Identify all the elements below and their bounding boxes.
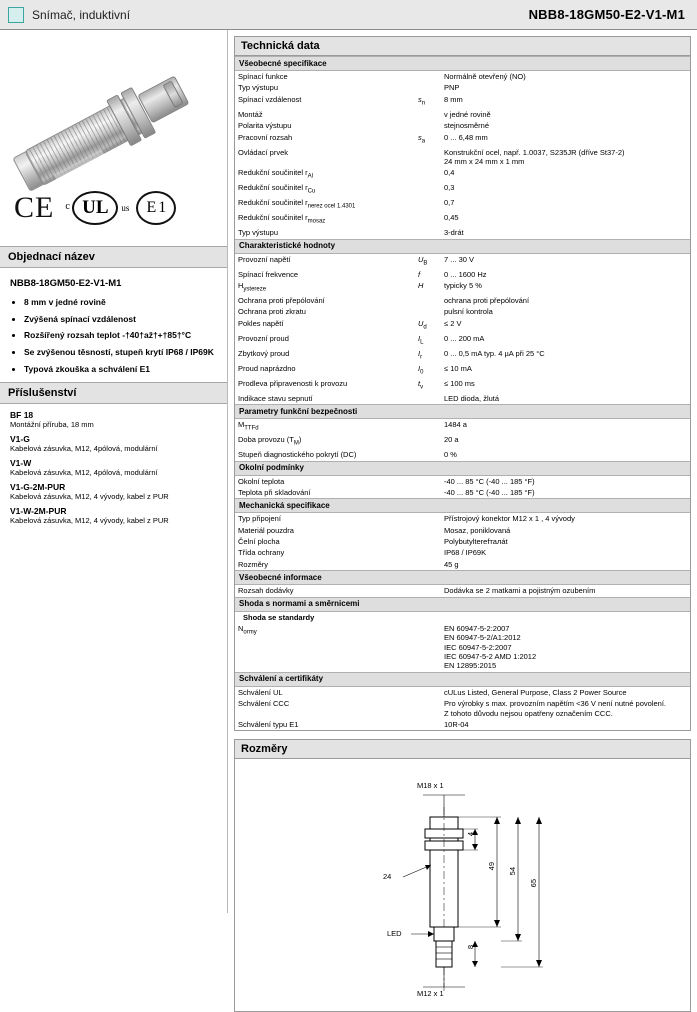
spec-group-header (235, 461, 690, 475)
spec-symbol (415, 623, 441, 672)
technical-data-title: Technická data (235, 37, 690, 56)
spec-value: 1484 a (444, 420, 467, 430)
spec-value: v jedné rovině (444, 109, 491, 119)
spec-symbol: $s_a$ (418, 132, 426, 144)
accessory-desc: Montážní příruba, 18 mm (10, 420, 94, 430)
ul-mark-icon (65, 191, 130, 225)
table-row (235, 132, 690, 147)
spec-label: Čelní plocha (238, 537, 280, 546)
spec-value: EN 60947-5-2:2007 EN 60947-5-2/A1:2012 IEC 60947-5-2:2007 IEC 60947-5-2 AMD 1:2012 EN 12895:2015 (444, 623, 537, 671)
ul-us-label: us (121, 203, 130, 213)
spec-value: Mosaz, poniklovaná (444, 525, 511, 535)
spec-label: Materiál pouzdra (238, 525, 294, 535)
spec-label: Redukční součinitel $r_{Cu}$ (238, 183, 316, 195)
technical-data-table (235, 56, 690, 730)
spec-label: $M_{TTFd}$ (238, 420, 259, 432)
list-item: • Zvýšená spínací vzdálenost (24, 314, 217, 325)
spec-symbol: $t_v$ (418, 378, 424, 391)
spec-symbol (415, 82, 441, 93)
spec-symbol (415, 212, 441, 227)
order-name: NBB8-18GM50-E2-V1-M1 (10, 278, 122, 289)
table-row (235, 513, 690, 525)
table-row (235, 147, 690, 168)
technical-data-panel (234, 36, 691, 731)
spec-group-label: Všeobecné informace (235, 571, 690, 585)
spec-value: ≤ 100 ms (444, 378, 475, 388)
spec-label: Schválení typu E1 (238, 719, 299, 729)
spec-label: Provozní napětí (238, 254, 291, 264)
spec-label: Zbytkový proud (238, 348, 290, 358)
dim-label-54: 54 (508, 867, 517, 876)
table-row (235, 269, 690, 280)
accessory-name: BF 18 (10, 410, 34, 421)
spec-symbol: H (418, 281, 424, 290)
spec-label: Prodleva připravenosti k provozu (238, 378, 348, 388)
list-item: • Se zvýšenou těsností, stupeň krytí IP68 / IP69K (24, 347, 217, 358)
left-column (0, 30, 228, 913)
ce-mark-icon: CE (14, 191, 55, 224)
table-row (235, 227, 690, 239)
page-title: Snímač, induktivní (32, 7, 131, 22)
spec-symbol (415, 585, 441, 597)
dim-label-49: 49 (487, 862, 496, 871)
spec-symbol (415, 120, 441, 131)
spec-value: 0,4 (444, 168, 455, 178)
spec-label: Pokles napětí (238, 318, 284, 328)
spec-symbol (415, 71, 441, 83)
list-item (10, 506, 217, 525)
table-row (235, 585, 690, 597)
spec-symbol (415, 419, 441, 435)
spec-group-label: Parametry funkční bezpečnosti (235, 405, 690, 419)
square-logo-icon (8, 7, 24, 23)
list-item (10, 434, 217, 453)
dimensions-panel (234, 739, 691, 1012)
accessory-desc: Kabelová zásuvka, M12, 4 vývody, kabel z PUR (10, 516, 169, 526)
table-row (235, 363, 690, 378)
spec-value: 8 mm (444, 94, 463, 104)
spec-label: Spínací funkce (238, 72, 288, 81)
spec-symbol (415, 525, 441, 536)
table-row (235, 295, 690, 306)
spec-label: Stupeň diagnostického pokrytí (DC) (238, 450, 357, 460)
accessory-name: V1-G-2M-PUR (10, 482, 66, 493)
document-body (0, 30, 697, 999)
spec-symbol (415, 295, 441, 306)
list-item: • Typová zkouška a schválení E1 (24, 364, 217, 375)
accessory-name: V1-W (10, 458, 32, 469)
spec-value: 0 ... 0,5 mA typ. 4 µA při 25 °C (444, 348, 545, 358)
spec-label: $H_{ystereze}$ (238, 281, 267, 293)
spec-symbol (415, 487, 441, 499)
dim-label-led: LED (387, 929, 402, 939)
spec-symbol: f (418, 269, 421, 279)
spec-label: Doba provozu $(T_M)$ (238, 435, 302, 447)
dimension-svg (235, 759, 697, 1011)
order-section-body (0, 268, 227, 374)
spec-group-label: Okolní podmínky (235, 461, 690, 475)
spec-value: IP68 / IP69K (444, 548, 487, 558)
spec-group-header (235, 57, 690, 71)
spec-label: Typ výstupu (238, 228, 279, 238)
table-row (235, 419, 690, 435)
table-row (235, 109, 690, 120)
spec-symbol (415, 559, 441, 571)
spec-value: 7 ... 30 V (444, 254, 475, 264)
spec-symbol (415, 536, 441, 547)
table-row (235, 378, 690, 393)
table-row (235, 120, 690, 131)
spec-value: 10R-04 (444, 719, 469, 729)
spec-symbol (415, 147, 441, 168)
table-row (235, 82, 690, 93)
ul-c-label: c (65, 201, 70, 212)
spec-symbol: $U_d$ (418, 318, 427, 331)
spec-value: pulsní kontrola (444, 307, 493, 317)
spec-value: 3-drát (444, 228, 464, 238)
spec-symbol (415, 167, 441, 182)
spec-value: ≤ 10 mA (444, 363, 472, 373)
spec-label: Spínací vzdálenost (238, 94, 302, 104)
spec-label: Schválení CCC (238, 699, 290, 709)
table-row (235, 547, 690, 558)
table-row (235, 318, 690, 333)
list-item (10, 410, 217, 429)
table-row (235, 686, 690, 698)
table-row (235, 719, 690, 730)
dim-label-4: 4 (466, 832, 475, 837)
connector-ring (163, 80, 184, 108)
spec-symbol (415, 109, 441, 120)
list-item (10, 482, 217, 501)
table-row (235, 698, 690, 719)
spec-subheader-label: Shoda se standardy (243, 612, 315, 622)
spec-label: Schválení UL (238, 687, 283, 697)
spec-label: Rozměry (238, 559, 269, 569)
spec-symbol (415, 434, 441, 449)
spec-value: 0,7 (444, 198, 455, 208)
dim-label-thread-top: M18 x 1 (417, 781, 444, 791)
spec-symbol (415, 513, 441, 525)
spec-value: Konstrukční ocel, např. 1.0037, S235JR (dříve St37-2) 24 mm x 24 mm x 1 mm (444, 147, 625, 166)
spec-value: typicky 5 % (444, 281, 482, 290)
spec-symbol: $s_n$ (418, 94, 426, 107)
list-item: • 8 mm v jedné rovině (24, 297, 217, 308)
spec-value: LED dioda, žlutá (444, 393, 500, 403)
spec-value: cULus Listed, General Purpose, Class 2 Power Source (444, 687, 627, 697)
table-row (235, 623, 690, 672)
dim-label-thread-bottom: M12 x 1 (417, 989, 444, 999)
spec-symbol (415, 227, 441, 239)
spec-group-label: Mechanická specifikace (235, 499, 690, 513)
spec-label: $N_{ormy}$ (238, 623, 257, 636)
spec-value: ≤ 2 V (444, 318, 462, 328)
spec-group-label: Shoda s normami a směrnicemi (235, 597, 690, 611)
e1-mark-icon (136, 191, 176, 225)
spec-label: Provozní proud (238, 333, 289, 343)
spec-value: 0 ... 200 mA (444, 333, 485, 343)
spec-value: 0,3 (444, 183, 455, 193)
spec-label: Proud naprázdno (238, 363, 296, 373)
spec-group-label: Schválení a certifikáty (235, 672, 690, 686)
e-number: 1 (158, 199, 167, 216)
spec-symbol (415, 182, 441, 197)
spec-symbol (415, 698, 441, 719)
spec-value: stejnosměrné (444, 121, 490, 131)
spec-symbol (415, 686, 441, 698)
table-row (235, 306, 690, 317)
spec-label: Redukční součinitel $r_{Al}$ (238, 168, 313, 180)
spec-symbol: $I_L$ (418, 333, 424, 346)
spec-symbol (415, 547, 441, 558)
spec-label: Montáž (238, 109, 263, 119)
table-row (235, 536, 690, 547)
spec-value: 0 % (444, 450, 457, 460)
table-row (235, 212, 690, 227)
spec-group-header (235, 239, 690, 253)
spec-group-header (235, 597, 690, 611)
spec-group-header (235, 672, 690, 686)
spec-value: Pro výrobky s max. provozním napětím <36 V není nutné povolení. Z tohoto důvodu nejsou opatřeny označením CCC. (444, 699, 666, 718)
spec-label: Indikace stavu sepnutí (238, 393, 313, 403)
spec-symbol: $I_r$ (418, 348, 423, 361)
spec-symbol: $U_B$ (418, 254, 428, 267)
spec-value: 20 a (444, 435, 459, 445)
dim-label-8: 8 (466, 945, 475, 950)
spec-value: Dodávka se 2 matkami a pojistným ozubením (444, 586, 596, 596)
spec-value: Polybutylterefталát (444, 537, 508, 546)
table-row (235, 449, 690, 461)
spec-symbol (415, 393, 441, 405)
approval-marks (14, 180, 214, 236)
table-row (235, 253, 690, 269)
table-row (235, 94, 690, 109)
spec-value: 45 g (444, 559, 459, 569)
part-number: NBB8-18GM50-E2-V1-M1 (528, 7, 685, 22)
accessory-desc: Kabelová zásuvka, M12, 4pólová, modulární (10, 444, 158, 454)
spec-value: 0 ... 6,48 mm (444, 132, 488, 142)
spec-symbol (415, 197, 441, 212)
spec-value: PNP (444, 83, 460, 93)
accessory-desc: Kabelová zásuvka, M12, 4pólová, modulární (10, 468, 158, 478)
spec-symbol (415, 449, 441, 461)
spec-symbol (415, 306, 441, 317)
table-row (235, 475, 690, 487)
spec-label: Pracovní rozsah (238, 132, 293, 142)
table-row (235, 167, 690, 182)
dimension-drawing (235, 759, 690, 1011)
spec-value: 0 ... 1600 Hz (444, 269, 487, 279)
accessory-name: V1-G (10, 434, 30, 445)
table-row (235, 487, 690, 499)
table-row (235, 348, 690, 363)
spec-subheader (235, 611, 690, 623)
spec-label: Redukční součinitel $r_{mosaz}$ (238, 213, 326, 225)
spec-label: Typ výstupu (238, 83, 279, 93)
spec-value: Normálně otevřený (NO) (444, 72, 526, 81)
spec-symbol (415, 719, 441, 730)
page-header (0, 0, 697, 30)
table-row (235, 525, 690, 536)
accessories-section-title: Příslušenství (0, 382, 227, 404)
spec-value: 0,45 (444, 213, 459, 223)
spec-value: -40 ... 85 °C (-40 ... 185 °F) (444, 476, 535, 486)
accessories-section-body (0, 404, 227, 525)
dim-label-65: 65 (529, 879, 538, 888)
spec-label: Polarita výstupu (238, 121, 292, 131)
spec-value: -40 ... 85 °C (-40 ... 185 °F) (444, 487, 535, 497)
table-row (235, 280, 690, 295)
product-photo (0, 30, 228, 240)
spec-label: Ovládací prvek (238, 147, 289, 157)
table-row (235, 197, 690, 212)
spec-group-header (235, 405, 690, 419)
spec-label: Teplota při skladování (238, 487, 311, 497)
table-row (235, 71, 690, 83)
spec-label: Třída ochrany (238, 548, 285, 558)
table-row (235, 393, 690, 405)
spec-symbol (415, 475, 441, 487)
ul-label: UL (82, 197, 109, 218)
accessory-desc: Kabelová zásuvka, M12, 4 vývody, kabel z PUR (10, 492, 169, 502)
list-item: • Rozšířený rozsah teplot -†40†až†+†85†°C (24, 330, 217, 341)
accessory-name: V1-W-2M-PUR (10, 506, 67, 517)
spec-label: Redukční součinitel $r_{nerez ocel 1.4301}$ (238, 198, 356, 210)
spec-label: Okolní teplota (238, 476, 285, 486)
spec-symbol: $I_0$ (418, 363, 424, 376)
order-section-title: Objednací název (0, 246, 227, 268)
spec-group-header (235, 499, 690, 513)
spec-value: ochrana proti přepólování (444, 296, 530, 305)
spec-label: Rozsah dodávky (238, 586, 294, 596)
dimensions-title: Rozměry (235, 740, 690, 759)
spec-label: Typ připojení (238, 514, 281, 524)
spec-label: Spínací frekvence (238, 269, 299, 279)
table-row (235, 434, 690, 449)
spec-value: Přístrojový konektor M12 x 1 , 4 vývody (444, 514, 575, 524)
spec-group-label: Všeobecné specifikace (235, 57, 690, 71)
dim-label-angle: 24 (383, 872, 392, 882)
spec-label: Ochrana proti přepólování (238, 296, 325, 305)
spec-group-header (235, 571, 690, 585)
list-item (10, 458, 217, 477)
table-row (235, 333, 690, 348)
table-row (235, 559, 690, 571)
spec-label: Ochrana proti zkratu (238, 307, 306, 317)
right-column (228, 30, 697, 999)
feature-list (10, 297, 217, 374)
e-letter: E (146, 199, 157, 216)
spec-group-label: Charakteristické hodnoty (235, 239, 690, 253)
table-row (235, 182, 690, 197)
